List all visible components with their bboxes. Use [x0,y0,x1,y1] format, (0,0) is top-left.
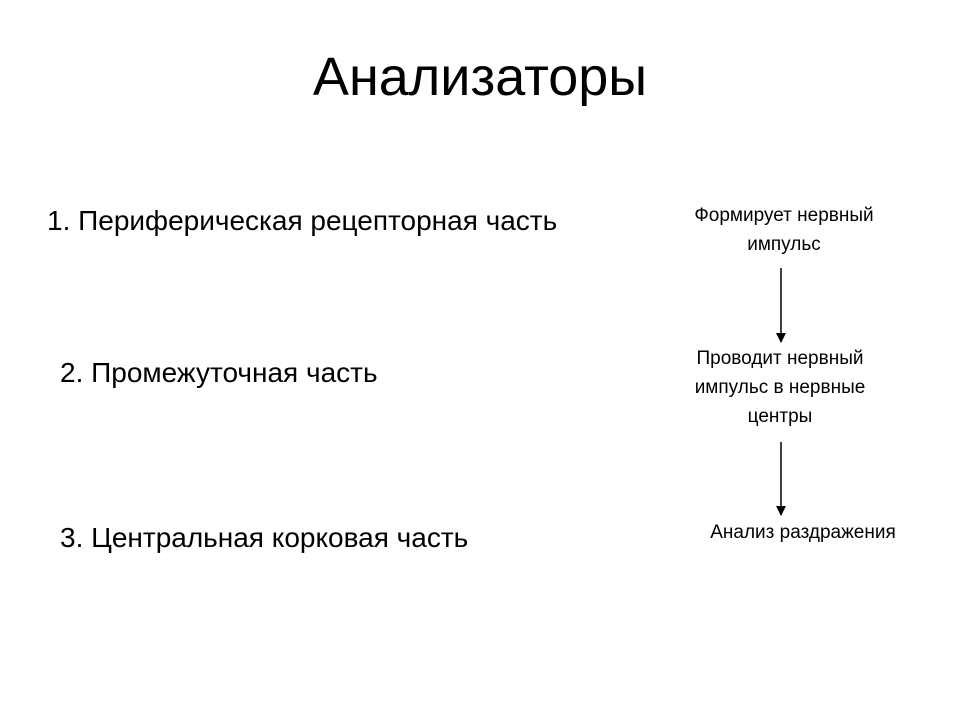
function-line: Проводит нервный [696,348,864,369]
part-peripheral-receptor: 1. Периферическая рецепторная часть [47,205,558,236]
function-line: центры [747,406,813,427]
function-line: Формирует нервный [694,205,874,226]
part-intermediate: 2. Промежуточная часть [60,357,378,388]
function-line: Анализ раздражения [710,522,896,543]
function-line: импульс [747,234,821,255]
part-central-cortical: 3. Центральная корковая часть [60,522,469,553]
slide-title: Анализаторы [312,47,648,107]
function-line: импульс в нервные [694,377,866,398]
